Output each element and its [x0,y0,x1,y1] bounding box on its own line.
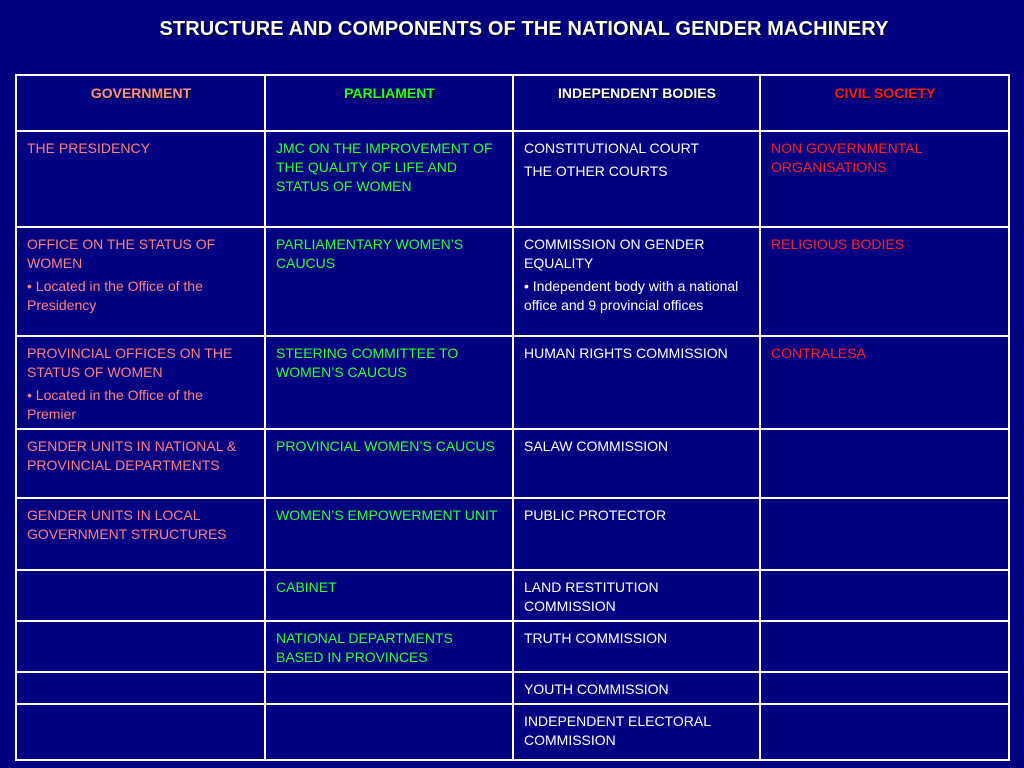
cell-text: PROVINCIAL OFFICES ON THE STATUS OF WOMEN [27,345,233,380]
cell-government [16,131,265,227]
cell-parliament [265,570,513,621]
header-row [16,75,1009,131]
table-row [16,621,1009,672]
cell-text: WOMEN’S EMPOWERMENT UNIT [276,507,498,523]
cell-text: STEERING COMMITTEE TO WOMEN’S CAUCUS [276,345,459,380]
cell-text: OFFICE ON THE STATUS OF WOMEN [27,236,216,271]
cell-parliament [265,498,513,570]
cell-text: THE PRESIDENCY [27,140,150,156]
cell-government [16,621,265,672]
cell-bullet: • Located in the Office of the Presidency [27,278,203,313]
cell-parliament [265,336,513,429]
cell-text: CONSTITUTIONAL COURT [524,140,700,156]
cell-parliament [265,227,513,336]
cell-independent-bodies [513,336,760,429]
cell-civil-society [760,429,1009,498]
cell-bullet: • Located in the Office of the Premier [27,387,203,422]
cell-independent-bodies [513,570,760,621]
cell-parliament [265,429,513,498]
cell-independent-bodies [513,131,760,227]
cell-text: CABINET [276,579,337,595]
cell-independent-bodies [513,672,760,704]
cell-government [16,336,265,429]
cell-independent-bodies [513,227,760,336]
cell-parliament [265,621,513,672]
table-row [16,429,1009,498]
cell-civil-society [760,704,1009,760]
cell-government [16,498,265,570]
cell-civil-society [760,227,1009,336]
cell-text: JMC ON THE IMPROVEMENT OF THE QUALITY OF LIFE AND STATUS OF WOMEN [276,140,493,194]
cell-independent-bodies [513,429,760,498]
cell-text: GENDER UNITS IN NATIONAL & PROVINCIAL DEPARTMENTS [27,438,237,473]
cell-government [16,227,265,336]
cell-text: CONTRALESA [771,345,866,361]
cell-text: NATIONAL DEPARTMENTS BASED IN PROVINCES [276,630,453,665]
cell-text: YOUTH COMMISSION [524,681,669,697]
cell-parliament [265,704,513,760]
header-parliament: PARLIAMENT [265,75,513,131]
cell-civil-society [760,336,1009,429]
cell-government [16,570,265,621]
cell-text: PROVINCIAL WOMEN’S CAUCUS [276,438,495,454]
cell-civil-society [760,672,1009,704]
cell-independent-bodies [513,704,760,760]
cell-text: COMMISSION ON GENDER EQUALITY [524,236,705,271]
header-civil-society: CIVIL SOCIETY [760,75,1009,131]
cell-parliament [265,672,513,704]
cell-government [16,704,265,760]
cell-text: SALAW COMMISSION [524,438,669,454]
cell-text: PARLIAMENTARY WOMEN’S CAUCUS [276,236,464,271]
cell-text: LAND RESTITUTION COMMISSION [524,579,659,614]
cell-civil-society [760,131,1009,227]
slide-title: STRUCTURE AND COMPONENTS OF THE NATIONAL GENDER MACHINERY [159,18,889,40]
cell-text: THE OTHER COURTS [524,163,668,179]
table-row [16,498,1009,570]
cell-civil-society [760,498,1009,570]
cell-bullet: • Independent body with a national office and 9 provincial offices [524,278,739,313]
cell-civil-society [760,570,1009,621]
table-row [16,570,1009,621]
gender-machinery-table [15,74,1010,761]
cell-text: INDEPENDENT ELECTORAL COMMISSION [524,713,711,748]
cell-text: RELIGIOUS BODIES [771,236,905,252]
cell-parliament [265,131,513,227]
table-row [16,131,1009,227]
cell-independent-bodies [513,621,760,672]
header-government: GOVERNMENT [16,75,265,131]
cell-independent-bodies [513,498,760,570]
cell-civil-society [760,621,1009,672]
cell-text: TRUTH COMMISSION [524,630,668,646]
cell-text: GENDER UNITS IN LOCAL GOVERNMENT STRUCTURES [27,507,227,542]
table-row [16,227,1009,336]
cell-government [16,429,265,498]
table-row [16,336,1009,429]
cell-government [16,672,265,704]
cell-text: HUMAN RIGHTS COMMISSION [524,345,728,361]
table-row [16,704,1009,760]
header-independent-bodies: INDEPENDENT BODIES [513,75,760,131]
cell-text: PUBLIC PROTECTOR [524,507,667,523]
table-row [16,672,1009,704]
cell-text: NON GOVERNMENTAL ORGANISATIONS [771,140,922,175]
